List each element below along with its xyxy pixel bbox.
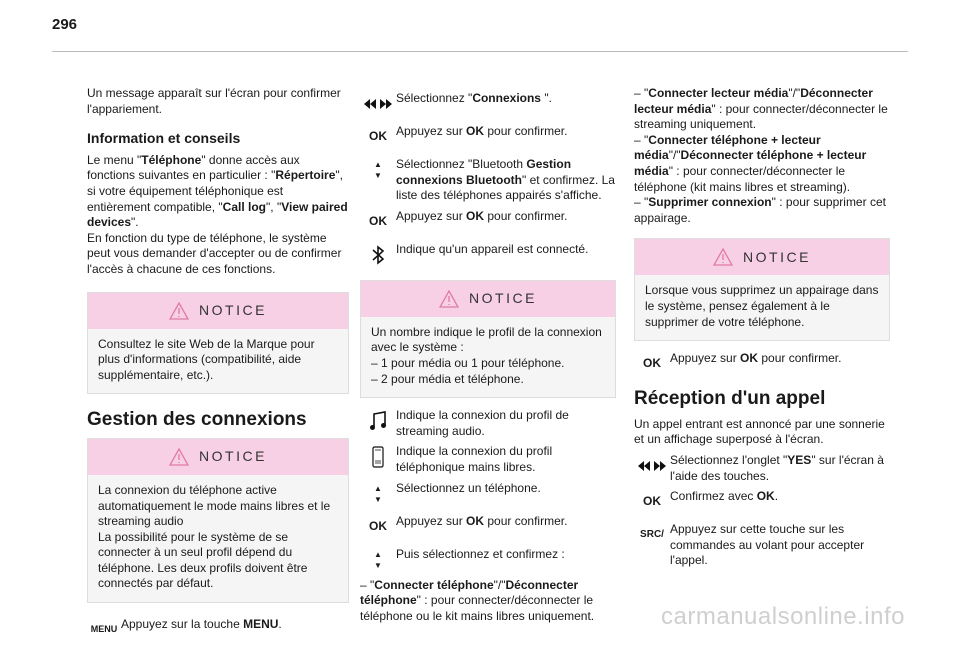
warning-icon	[713, 248, 733, 266]
step-streaming: Indique la connexion du profil de streaming audio.	[360, 406, 616, 439]
notice-label: NOTICE	[199, 448, 267, 465]
ok-button-icon: OK	[369, 518, 387, 533]
ok-button-icon: OK	[369, 213, 387, 228]
step-ok: OK Appuyez sur OK pour confirmer.	[369, 208, 568, 228]
page-number: 296	[52, 16, 78, 33]
option-connect-media: – "Connecter lecteur média"/"Déconnecter lecteur média" : pour connecter/déconnecter le streaming uniquement.	[634, 86, 888, 132]
step-phone-profile: Indique la connexion du profil téléphonique mains libres.	[360, 442, 616, 475]
warning-icon	[169, 448, 189, 466]
step-steering-wheel: SRC/ Appuyez sur cette touche sur les commandes au volant pour accepter l'appel.	[640, 522, 865, 568]
step-connected: Indique qu'un appareil est connecté.	[360, 240, 616, 270]
step-select-yes: Sélectionnez l'onglet "YES" sur l'écran à l'aide des touches.	[634, 451, 890, 484]
src-phone-button-icon: SRC/	[640, 529, 664, 541]
step-bluetooth: ▲ ▼ Sélectionnez "Bluetooth Gestion connexions Bluetooth" et confirmez. La liste des téléphones appairés s'affiche.	[374, 157, 615, 203]
notice-text: Un nombre indique le profil de la connexion avec le système : – 1 pour média ou 1 pour téléphone. – 2 pour média et téléphone.	[361, 317, 615, 397]
watermark: carmanualsonline.info	[661, 603, 905, 630]
notice-label: NOTICE	[199, 301, 267, 318]
notice-label: NOTICE	[469, 289, 537, 306]
notice-box	[634, 238, 890, 341]
ok-button-icon: OK	[369, 129, 387, 144]
step-ok: OK Appuyez sur OK pour confirmer.	[369, 124, 568, 144]
menu-button-icon: MENU	[90, 624, 118, 635]
left-right-arrows-icon	[638, 460, 666, 472]
option-connect-both: – "Connecter téléphone + lecteur média"/"Déconnecter téléphone + lecteur média" : pour connecter/déconnecter le téléphone (kit mains libres et streaming).	[634, 132, 867, 194]
incoming-call-text: Un appel entrant est annoncé par une sonnerie et un affichage superposé à l'écran.	[634, 416, 885, 447]
heading-gestion: Gestion des connexions	[87, 409, 307, 431]
column-3	[634, 86, 890, 572]
step-select-phone: ▲ ▼ Sélectionnez un téléphone.	[374, 480, 541, 504]
step-select-confirm: ▲ ▼ Puis sélectionnez et confirmez :	[374, 546, 565, 570]
access-text: En fonction du type de téléphone, le système peut vous demander d'accepter ou de confirmer l'accès à chacune de ces fonctions.	[87, 230, 342, 276]
option-connect-phone: – "Connecter téléphone"/"Déconnecter téléphone" : pour connecter/déconnecter le téléphone ou le kit mains libres uniquement.	[360, 577, 595, 623]
step-ok: OK Confirmez avec OK.	[643, 489, 779, 509]
notice-box	[360, 280, 616, 398]
heading-reception: Réception d'un appel	[634, 388, 826, 410]
step-select-connexions: Sélectionnez "Connexions ".	[360, 89, 616, 119]
phone-menu-text: Le menu "Téléphone" donne accès aux fonctions suivantes en particulier : "Répertoire", si votre équipement téléphonique est entièrement compatible, "Call log", "View paired devices".	[87, 152, 348, 230]
music-note-icon	[369, 411, 387, 431]
ok-button-icon: OK	[643, 356, 661, 371]
notice-label: NOTICE	[743, 248, 811, 265]
warning-icon	[169, 302, 189, 320]
column-1	[87, 86, 349, 648]
notice-text: La connexion du téléphone active automatiquement le mode mains libres et le streaming audio La possibilité pour le système de se connecter à un seul profil dépend du téléphone. Les deux profils doivent être connectés par défaut.	[88, 475, 348, 602]
notice-box	[87, 438, 349, 603]
left-right-arrows-icon	[364, 98, 392, 110]
notice-box	[87, 292, 349, 395]
step-ok: OK Appuyez sur OK pour confirmer.	[369, 513, 568, 533]
step-menu: MENU Appuyez sur la touche MENU.	[87, 615, 349, 645]
notice-text: Lorsque vous supprimez un appairage dans le système, pensez également à le supprimer de votre téléphone.	[635, 275, 889, 340]
intro-text: Un message apparaît sur l'écran pour confirmer l'appariement.	[87, 86, 341, 116]
heading-information: Information et conseils	[87, 130, 241, 147]
header-rule	[52, 51, 908, 52]
warning-icon	[439, 290, 459, 308]
option-delete: – "Supprimer connexion" : pour supprimer cet appairage.	[634, 195, 886, 225]
up-down-arrows-icon: ▲ ▼	[374, 160, 382, 180]
step-ok: OK Appuyez sur OK pour confirmer.	[643, 351, 842, 371]
up-down-arrows-icon: ▲ ▼	[374, 549, 382, 570]
ok-button-icon: OK	[643, 494, 661, 509]
bluetooth-icon	[372, 245, 384, 265]
up-down-arrows-icon: ▲ ▼	[374, 483, 382, 504]
column-2	[360, 86, 616, 624]
phone-icon	[372, 446, 384, 468]
notice-text: Consultez le site Web de la Marque pour plus d'informations (compatibilité, aide supplémentaire, etc.).	[88, 329, 348, 394]
